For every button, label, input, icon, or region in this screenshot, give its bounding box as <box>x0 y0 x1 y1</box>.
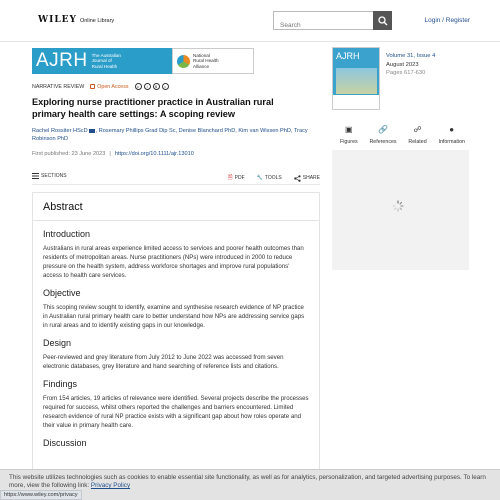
issue-info <box>386 52 435 78</box>
article-type: NARRATIVE REVIEW <box>32 83 85 90</box>
login-register-link[interactable]: Login / Register <box>424 17 470 24</box>
information-link[interactable] <box>438 125 465 145</box>
partner-name: National Rural Health Alliance <box>193 52 219 69</box>
doi-link[interactable]: https://doi.org/10.1111/ajr.13010 <box>114 151 194 157</box>
issue-date: August 2023 <box>386 61 419 68</box>
author-link[interactable]: Denise Blanchard PhD <box>178 128 236 134</box>
search-icon <box>378 16 388 26</box>
cover-title: AJRH <box>336 51 360 61</box>
list-icon <box>32 173 39 179</box>
author-link[interactable]: Kim van Wissen PhD <box>238 128 291 134</box>
open-lock-icon <box>90 84 95 89</box>
discussion-heading: Discussion <box>43 438 87 448</box>
findings-heading: Findings <box>43 379 78 389</box>
pdf-icon: 🗎 <box>227 175 233 181</box>
search-box <box>273 11 392 30</box>
logo-sub: Online Library <box>79 18 115 24</box>
journal-abbr: AJRH <box>36 50 88 71</box>
logo-brand: WILEY <box>38 15 77 25</box>
status-bar-url: https://www.wiley.com/privacy <box>0 490 82 500</box>
sections-button[interactable] <box>32 173 67 179</box>
figures-icon: ▣ <box>345 125 353 134</box>
search-button[interactable] <box>373 11 392 30</box>
open-access-badge <box>90 84 128 90</box>
information-label: Information <box>438 139 465 145</box>
search-input[interactable] <box>274 17 374 34</box>
by-icon: i <box>144 83 151 90</box>
cover-photo <box>336 68 377 94</box>
article-meta-row <box>32 83 169 90</box>
cookie-text: This website utilizes technologies such as cookies to enable essential site functionality, as well as for analytics, personalization, and targeted advertising purposes. To learn more, view the following link: Privacy Policy <box>9 474 486 489</box>
author-link[interactable]: Rachel Rossiter HScD <box>32 128 88 134</box>
privacy-policy-link[interactable]: Privacy Policy <box>90 482 131 489</box>
sections-label: SECTIONS <box>41 173 67 179</box>
abstract-section <box>32 192 320 492</box>
information-icon: ● <box>449 125 455 134</box>
author-link[interactable]: Rosemary Phillips Grad Dip Sc <box>98 128 176 134</box>
introduction-heading: Introduction <box>43 229 91 239</box>
partner-logo <box>172 48 254 74</box>
related-icon: ☍ <box>413 125 422 134</box>
tools-button[interactable] <box>257 175 282 181</box>
wiley-logo[interactable] <box>38 15 114 25</box>
article-title: Exploring nurse practitioner practice in Australian rural primary health care settings: A scoping review <box>32 97 274 119</box>
figures-link[interactable] <box>340 125 358 145</box>
nd-icon: = <box>162 83 169 90</box>
references-link[interactable] <box>369 125 396 145</box>
quick-links <box>340 125 465 145</box>
author-link[interactable]: Tracy Robinson PhD <box>32 128 308 142</box>
article-toolbar <box>32 171 320 185</box>
publication-info <box>32 151 194 157</box>
introduction-text: Australians in rural areas experience limited access to services and poorer health outcomes than residents of metropolitan areas. Nurse practitioners (NPs) were introduced in 2000 to reduce pressure on the health system, address workforce shortages and improve rural populations' access to health care services. <box>43 245 304 279</box>
share-button[interactable] <box>294 175 320 182</box>
references-label: References <box>369 139 397 145</box>
top-bar <box>0 0 500 42</box>
volume-link[interactable]: Volume 31, Issue 4 <box>386 53 436 59</box>
journal-logo <box>32 48 172 74</box>
related-link[interactable] <box>408 125 426 145</box>
wrench-icon: 🔧 <box>256 175 263 181</box>
page-range: Pages 617-630 <box>386 70 426 76</box>
findings-text: From 154 articles, 19 articles of relevance were identified. Several projects describe the processes required for success, whilst others reported the challenges and barriers encountered. Limited research evidence of rural NP practice exists with a significant gap about how roles operate and their value in primary health care. <box>43 395 309 429</box>
design-heading: Design <box>43 338 72 348</box>
nc-icon: $ <box>153 83 160 90</box>
share-label: SHARE <box>302 175 320 181</box>
license-icons[interactable] <box>135 83 169 90</box>
journal-full-name: The Australian Journal of Rural Health <box>91 52 121 69</box>
objective-heading: Objective <box>43 288 81 298</box>
pdf-button[interactable] <box>228 173 245 183</box>
partner-logo-mark <box>177 55 190 68</box>
objective-text: This scoping review sought to identify, examine and synthesise research evidence of NP practice in Australian rural primary health care to better understand how NPs are addressing service gaps in rural areas and to identify existing gaps in our knowledge. <box>43 304 305 329</box>
author-list: Rachel Rossiter HScD , Rosemary Phillips Grad Dip Sc, Denise Blanchard PhD, Kim van Wissen PhD, Tracy Robinson PhD <box>32 128 308 142</box>
design-text: Peer-reviewed and grey literature from July 2012 to June 2022 was accessed from seven electronic databases, grey literature and hand searching of reference lists and citations. <box>43 354 284 370</box>
related-label: Related <box>408 139 427 145</box>
separator: | <box>109 151 111 157</box>
share-icon <box>294 175 301 182</box>
references-icon: 🔗 <box>378 125 389 134</box>
email-icon[interactable] <box>89 129 95 133</box>
figures-label: Figures <box>340 139 358 145</box>
toolbar-actions <box>228 173 320 183</box>
journal-banner[interactable] <box>32 48 254 74</box>
loading-spinner-icon <box>392 200 404 212</box>
open-access-label: Open Access <box>97 83 129 90</box>
first-published: First published: 23 June 2023 <box>32 151 106 157</box>
pdf-label: PDF <box>234 175 245 181</box>
cover-footer <box>333 95 379 109</box>
cc-icon: c <box>135 83 142 90</box>
journal-cover[interactable] <box>332 47 380 110</box>
tools-label: TOOLS <box>264 175 282 181</box>
abstract-heading: Abstract <box>33 201 319 221</box>
